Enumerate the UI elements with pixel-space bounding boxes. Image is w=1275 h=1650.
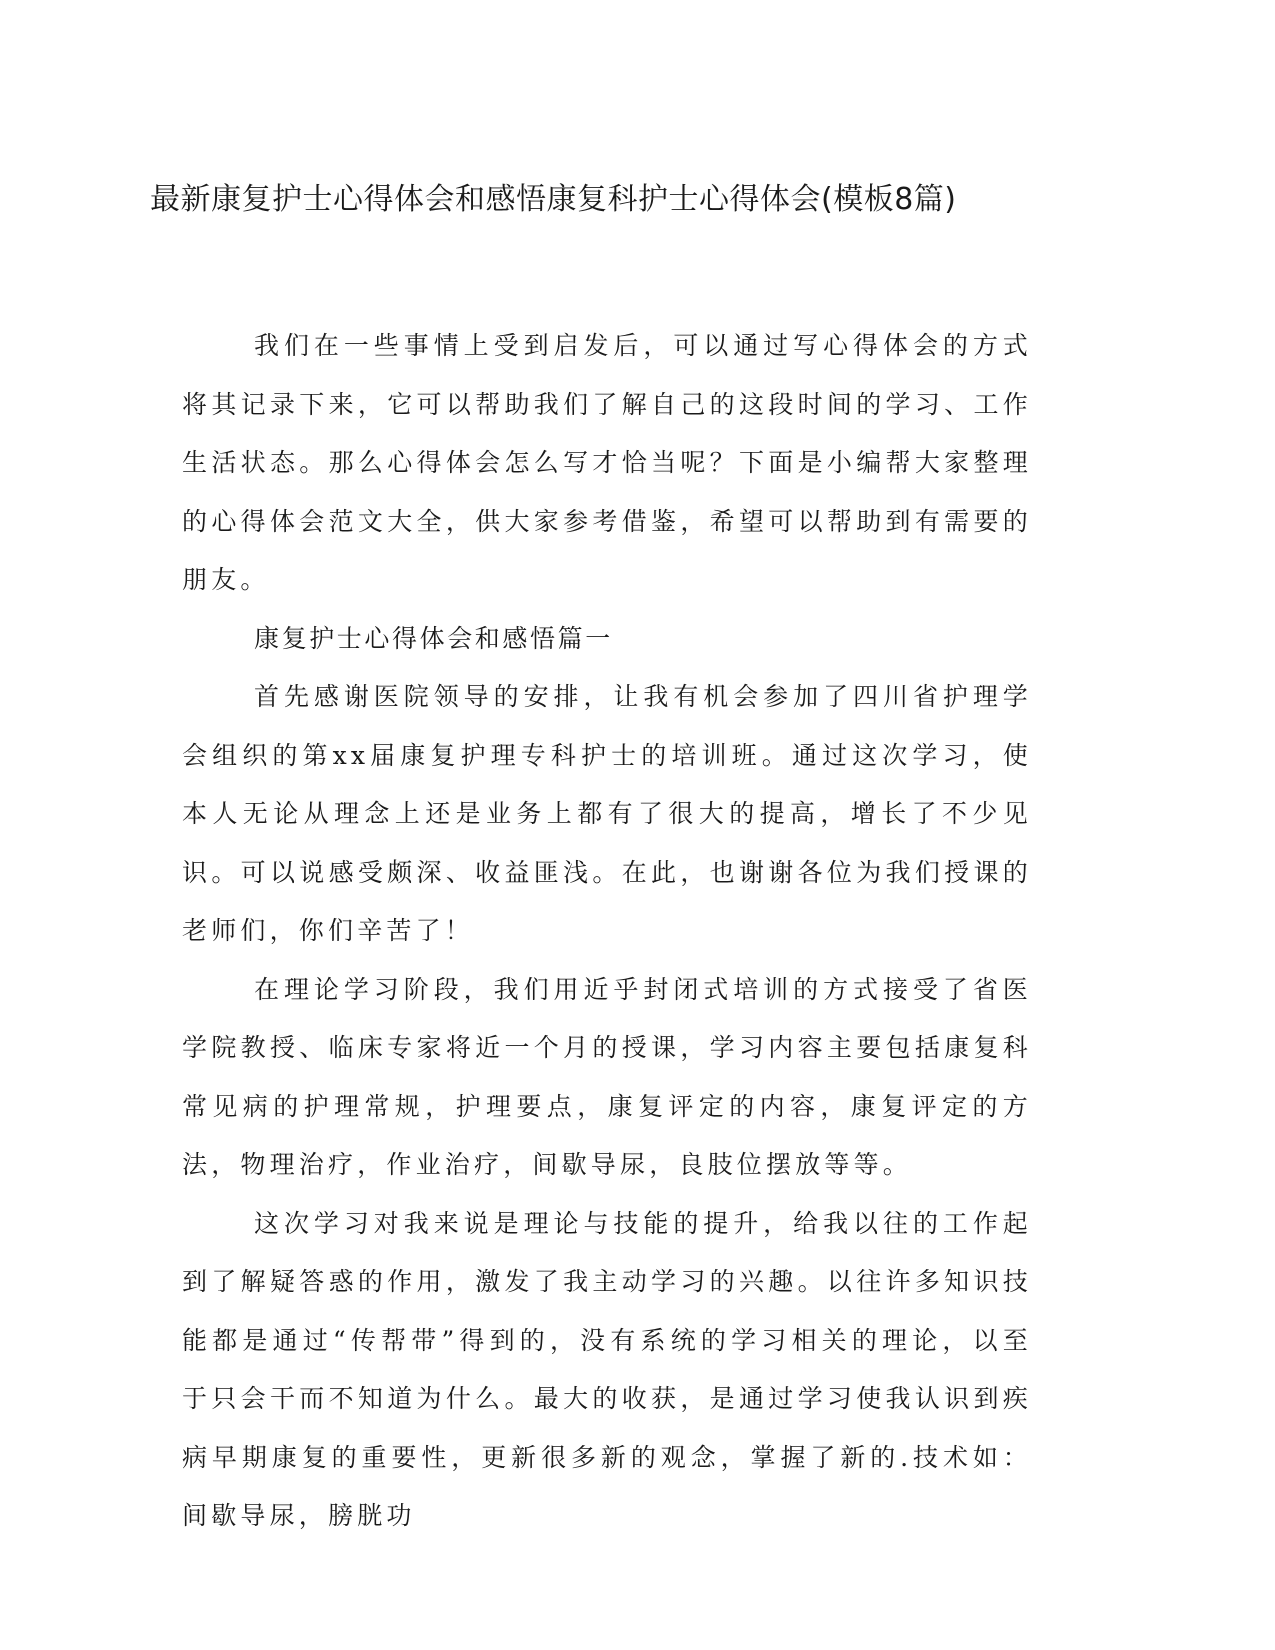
intro-paragraph: 我们在一些事情上受到启发后，可以通过写心得体会的方式将其记录下来，它可以帮助我们了解自己的这段时间的学习、工作生活状态。那么心得体会怎么写才恰当呢？下面是小编帮大家整理的心得体会范文大全，供大家参考借鉴，希望可以帮助到有需要的朋友。 [182,331,1032,594]
body-paragraph: 首先感谢医院领导的安排，让我有机会参加了四川省护理学会组织的第xx届康复护理专科护士的培训班。通过这次学习，使本人无论从理念上还是业务上都有了很大的提高，增长了不少见识。可以说感受颇深、收益匪浅。在此，也谢谢各位为我们授课的老师们，你们辛苦了！ [182,682,1032,945]
document-body [182,317,1032,1546]
body-paragraph: 这次学习对我来说是理论与技能的提升，给我以往的工作起到了解疑答惑的作用，激发了我主动学习的兴趣。以往许多知识技能都是通过“传帮带”得到的，没有系统的学习相关的理论，以至于只会干而不知道为什么。最大的收获，是通过学习使我认识到疾病早期康复的重要性，更新很多新的观念，掌握了新的.技术如：间歇导尿，膀胱功 [182,1208,1032,1530]
section-heading: 康复护士心得体会和感悟篇一 [254,623,613,653]
document-title: 最新康复护士心得体会和感悟康复科护士心得体会(模板8篇) [150,182,957,217]
body-paragraph: 在理论学习阶段，我们用近乎封闭式培训的方式接受了省医学院教授、临床专家将近一个月的授课，学习内容主要包括康复科常见病的护理常规，护理要点，康复评定的内容，康复评定的方法，物理治疗，作业治疗，间歇导尿，良肢位摆放等等。 [182,974,1032,1179]
